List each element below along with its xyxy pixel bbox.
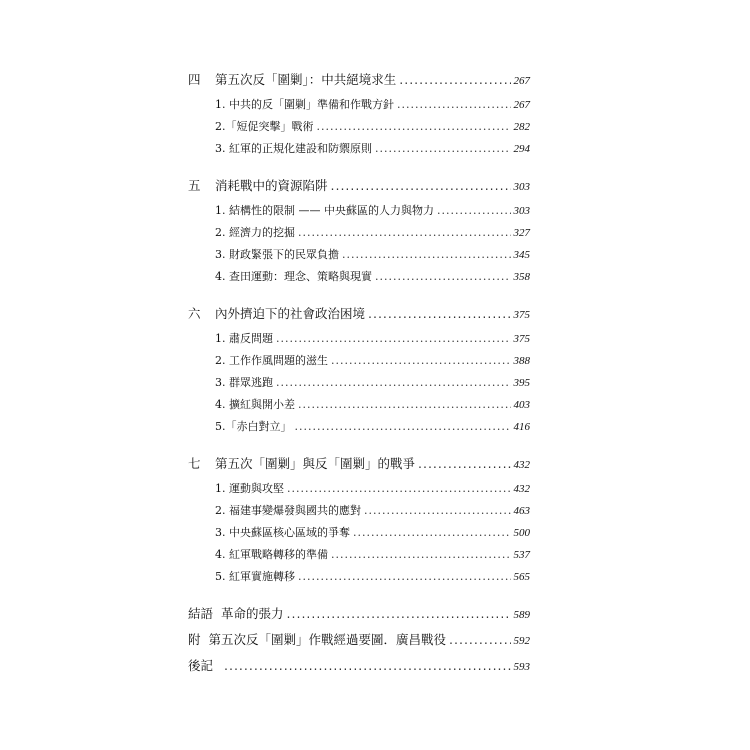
chapter-heading <box>188 304 530 330</box>
chapter-heading <box>188 70 530 96</box>
chapter-number: 五 <box>188 178 201 193</box>
section-entry <box>188 140 530 162</box>
section-title: 1. 中共的反「圍剿」準備和作戰方針 <box>215 98 394 111</box>
section-title: 4. 紅軍戰略轉移的準備 <box>215 548 328 561</box>
section-title: 1. 結構性的限制 —— 中央蘇區的人力與物力 <box>215 204 434 217</box>
appendix-entry <box>188 630 530 656</box>
page-number: 463 <box>513 505 530 517</box>
page-number: 375 <box>513 309 530 321</box>
section-title: 4. 擴紅與開小差 <box>215 398 295 411</box>
page-number: 395 <box>513 377 530 389</box>
chapter-title: 消耗戰中的資源陷阱 <box>215 178 328 193</box>
chapter-6 <box>188 304 530 440</box>
page-number: 327 <box>513 227 530 239</box>
dot-leader <box>276 376 511 389</box>
page-number: 537 <box>513 549 530 561</box>
page-number: 592 <box>513 635 530 647</box>
dot-leader <box>342 248 511 261</box>
section-entry <box>188 118 530 140</box>
dot-leader <box>331 548 511 561</box>
page-number: 432 <box>513 483 530 495</box>
chapter-heading <box>188 454 530 480</box>
dot-leader <box>437 204 511 217</box>
dot-leader <box>353 526 511 539</box>
page-number: 593 <box>513 661 530 673</box>
section-entry <box>188 202 530 224</box>
table-of-contents <box>188 70 530 682</box>
chapter-title: 第五次「圍剿」與反「圍剿」的戰爭 <box>215 456 416 471</box>
dot-leader <box>317 120 511 133</box>
section-entry <box>188 396 530 418</box>
dot-leader <box>397 98 511 111</box>
back-matter-label: 後記 <box>188 658 214 673</box>
page-number: 358 <box>513 271 530 283</box>
section-entry <box>188 246 530 268</box>
section-title: 3. 中央蘇區核心區域的爭奪 <box>215 526 350 539</box>
section-title: 3. 紅軍的正規化建設和防禦原則 <box>215 142 372 155</box>
section-entry <box>188 546 530 568</box>
section-title: 5.「赤白對立」 <box>215 420 292 433</box>
dot-leader <box>375 142 511 155</box>
dot-leader <box>418 456 510 471</box>
page-number: 267 <box>513 75 530 87</box>
dot-leader <box>298 570 511 583</box>
dot-leader <box>287 482 511 495</box>
section-entry <box>188 568 530 590</box>
section-title: 3. 群眾逃跑 <box>215 376 273 389</box>
section-title: 5. 紅軍實施轉移 <box>215 570 295 583</box>
page-number: 282 <box>513 121 530 133</box>
dot-leader <box>298 226 511 239</box>
section-title: 4. 查田運動：理念、策略與現實 <box>215 270 372 283</box>
chapter-number: 六 <box>188 306 201 321</box>
page-number: 403 <box>513 399 530 411</box>
dot-leader <box>368 306 510 321</box>
chapter-title: 第五次反「圍剿」：中共絕境求生 <box>215 72 397 87</box>
page-number: 589 <box>513 609 530 621</box>
dot-leader <box>331 178 511 193</box>
section-entry <box>188 268 530 290</box>
page-number: 500 <box>513 527 530 539</box>
dot-leader <box>449 632 510 647</box>
afterword-entry <box>188 656 530 682</box>
dot-leader <box>287 606 511 621</box>
section-title: 3. 財政緊張下的民眾負擔 <box>215 248 339 261</box>
chapter-number: 四 <box>188 72 201 87</box>
back-matter-title: 第五次反「圍剿」作戰經過要圖．廣昌戰役 <box>208 632 447 647</box>
conclusion-entry <box>188 604 530 630</box>
dot-leader <box>399 72 510 87</box>
chapter-heading <box>188 176 530 202</box>
section-title: 1. 運動與攻堅 <box>215 482 284 495</box>
page-number: 432 <box>513 459 530 471</box>
back-matter-label: 附 <box>188 632 201 647</box>
page-number: 416 <box>513 421 530 433</box>
dot-leader <box>295 420 511 433</box>
chapter-4 <box>188 70 530 162</box>
dot-leader <box>331 354 511 367</box>
page-number: 303 <box>513 181 530 193</box>
page-number: 345 <box>513 249 530 261</box>
dot-leader <box>276 332 511 345</box>
section-entry <box>188 374 530 396</box>
back-matter-title: 革命的張力 <box>221 606 284 621</box>
section-entry <box>188 352 530 374</box>
section-entry <box>188 524 530 546</box>
back-matter <box>188 604 530 682</box>
dot-leader <box>298 398 511 411</box>
chapter-title: 內外擠迫下的社會政治困境 <box>215 306 366 321</box>
section-entry <box>188 502 530 524</box>
dot-leader <box>224 658 510 673</box>
section-entry <box>188 418 530 440</box>
section-entry <box>188 224 530 246</box>
chapter-5 <box>188 176 530 290</box>
page-number: 303 <box>513 205 530 217</box>
page-number: 267 <box>513 99 530 111</box>
section-entry <box>188 96 530 118</box>
page-number: 565 <box>513 571 530 583</box>
section-title: 2. 工作作風問題的滋生 <box>215 354 328 367</box>
section-title: 2. 經濟力的挖掘 <box>215 226 295 239</box>
page-number: 375 <box>513 333 530 345</box>
dot-leader <box>364 504 511 517</box>
page-number: 388 <box>513 355 530 367</box>
page-number: 294 <box>513 143 530 155</box>
section-title: 2.「短促突擊」戰術 <box>215 120 314 133</box>
back-matter-label: 結語 <box>188 606 214 621</box>
section-title: 1. 肅反問題 <box>215 332 273 345</box>
dot-leader <box>375 270 511 283</box>
section-title: 2. 福建事變爆發與國共的應對 <box>215 504 361 517</box>
chapter-7 <box>188 454 530 590</box>
section-entry <box>188 480 530 502</box>
section-entry <box>188 330 530 352</box>
chapter-number: 七 <box>188 456 201 471</box>
